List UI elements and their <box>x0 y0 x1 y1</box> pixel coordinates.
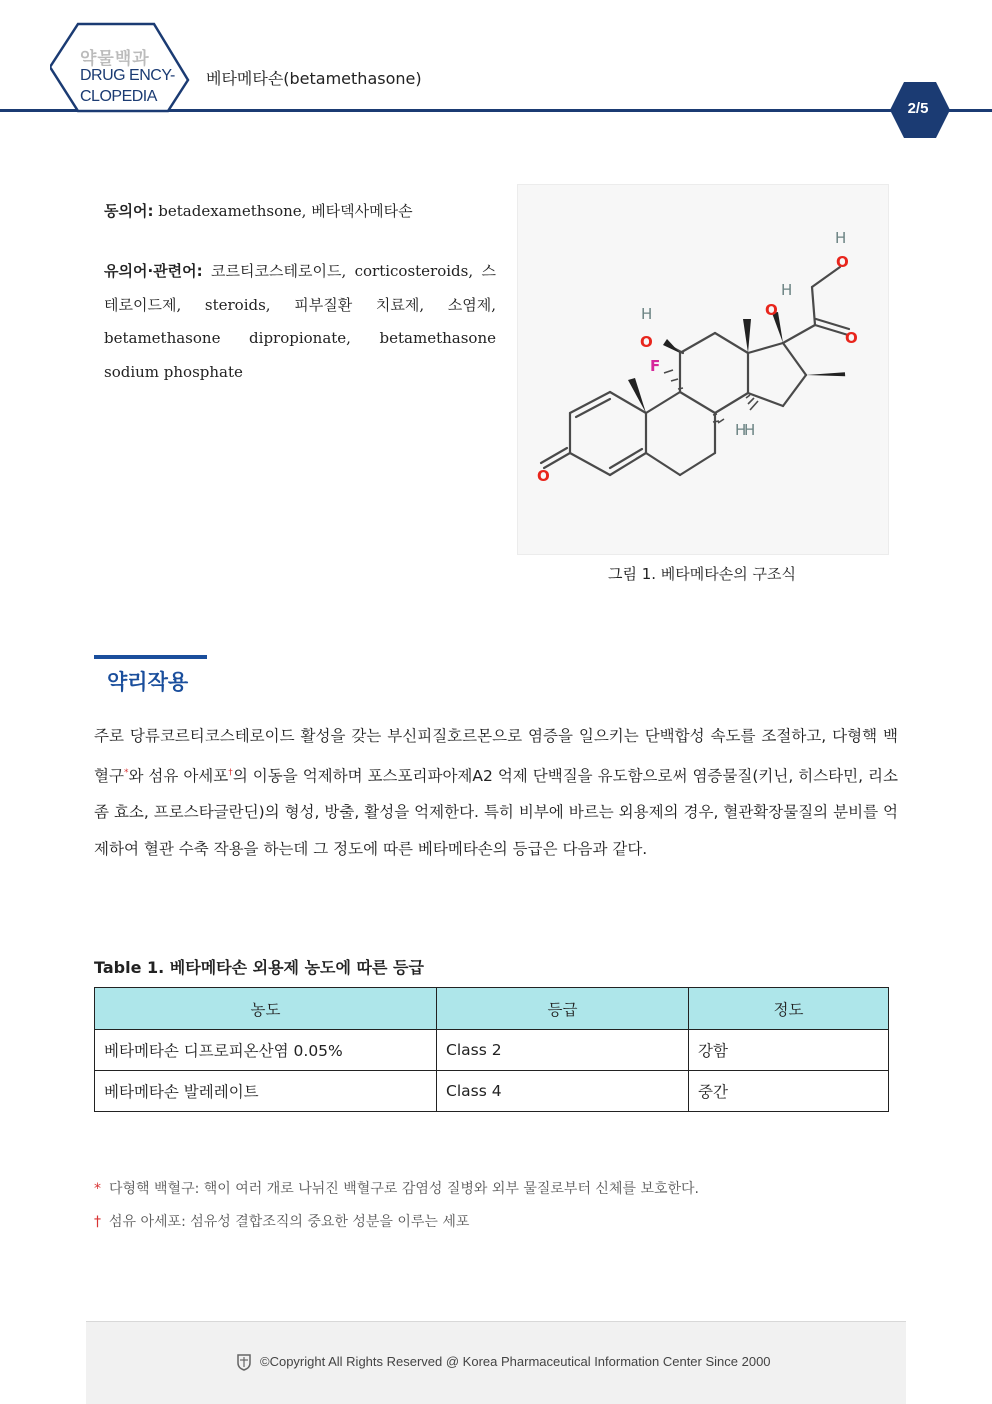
table-header-concentration: 농도 <box>95 988 437 1030</box>
footnote-mark: * <box>94 1181 101 1197</box>
hydrogen-c8-label: H <box>744 421 756 439</box>
oxygen-c17-label: O <box>765 301 778 319</box>
table-header-row <box>95 988 889 1030</box>
table-cell: 중간 <box>689 1071 889 1112</box>
table-row <box>95 1071 889 1112</box>
oxygen-c3-label: O <box>537 467 550 485</box>
hydrogen-c17-label: H <box>781 281 793 299</box>
footnote-ref-dagger: † <box>228 767 233 778</box>
table-cell: 강함 <box>689 1030 889 1071</box>
hydrogen-c14-label: H <box>735 421 747 439</box>
fluorine-label: F <box>650 357 661 375</box>
synonyms-value: betadexamethsone, 베타덱사메타손 <box>158 202 413 220</box>
paragraph-part-c: 의 이동을 억제하며 포스포리파아제A2 억제 단백질을 유도함으로써 염증물질(키닌, 히스타민, 리소좀 효소, 프로스타글란딘)의 형성, 방출, 활성을 억제한다. 특히 비부에 바르는 외용제의 경우, 혈관확장물질의 분비를 억제하여 혈관 수축 작용을 하는데 그 정도에 따른 베타메타손의 등급은 다음과 같다. <box>94 766 898 858</box>
table-row <box>95 1030 889 1071</box>
table-cell: Class 2 <box>437 1030 689 1071</box>
hydrogen-c11-label: H <box>641 305 653 323</box>
footnote-text: 섬유 아세포: 섬유성 결합조직의 중요한 성분을 이루는 세포 <box>109 1214 470 1230</box>
section-accent-bar <box>94 655 207 659</box>
paragraph-part-b: 와 섬유 아세포 <box>128 766 229 785</box>
oxygen-c20-label: O <box>845 329 858 347</box>
related-terms <box>104 255 496 389</box>
paragraph-part-a: 주로 당류코르티코스테로이드 활성을 갖는 부신피질호르몬으로 염증을 일으키는 단백합성 속도를 조절하고, 다형핵 백혈구 <box>94 727 898 785</box>
related-value: 코르티코스테로이드, corticosteroids, 스테로이드제, steroids, 피부질환 치료제, 소염제, betamethasone dipropionate, betamethasone sodium phosphate <box>104 262 496 381</box>
grade-table <box>94 987 889 1112</box>
betamethasone-structure-diagram <box>518 185 888 554</box>
logo-korean-title: 약물백과 <box>80 49 150 69</box>
related-label: 유의어·관련어: <box>104 262 203 280</box>
structure-figure <box>517 184 889 555</box>
copyright-text: ©Copyright All Rights Reserved @ Korea Pharmaceutical Information Center Since 2000 <box>260 1354 771 1369</box>
table-title: Table 1. 베타메타손 외용제 농도에 따른 등급 <box>94 958 424 977</box>
synonyms-label: 동의어: <box>104 202 154 220</box>
pharmacology-paragraph <box>94 718 898 868</box>
table-header-strength: 정도 <box>689 988 889 1030</box>
footnote-text: 다형핵 백혈구: 핵이 여러 개로 나뉘진 백혈구로 감염성 질병와 외부 물질로부터 신체를 보호한다. <box>109 1181 700 1197</box>
document-title: 베타메타손(betamethasone) <box>206 69 422 88</box>
shield-crest-icon <box>236 1353 252 1371</box>
oxygen-c11-label: O <box>640 333 653 351</box>
table-cell: Class 4 <box>437 1071 689 1112</box>
footnote-ref-star: * <box>123 767 129 778</box>
footnote-mark: † <box>94 1214 101 1230</box>
footnote-dagger <box>94 1211 469 1231</box>
logo-english-line2: CLOPEDIA <box>80 88 157 105</box>
synonyms <box>104 200 504 222</box>
table-header-class: 등급 <box>437 988 689 1030</box>
oxygen-c21-label: O <box>836 253 849 271</box>
table-cell: 베타메타손 발레레이트 <box>95 1071 437 1112</box>
logo-english-line1: DRUG ENCY- <box>80 67 175 84</box>
figure-caption: 그림 1. 베타메타손의 구조식 <box>607 565 796 583</box>
table-cell: 베타메타손 디프로피온산염 0.05% <box>95 1030 437 1071</box>
page-number: 2/5 <box>907 100 929 117</box>
hydrogen-c21-label: H <box>835 229 847 247</box>
footnote-star <box>94 1178 699 1198</box>
section-title: 약리작용 <box>107 670 189 694</box>
